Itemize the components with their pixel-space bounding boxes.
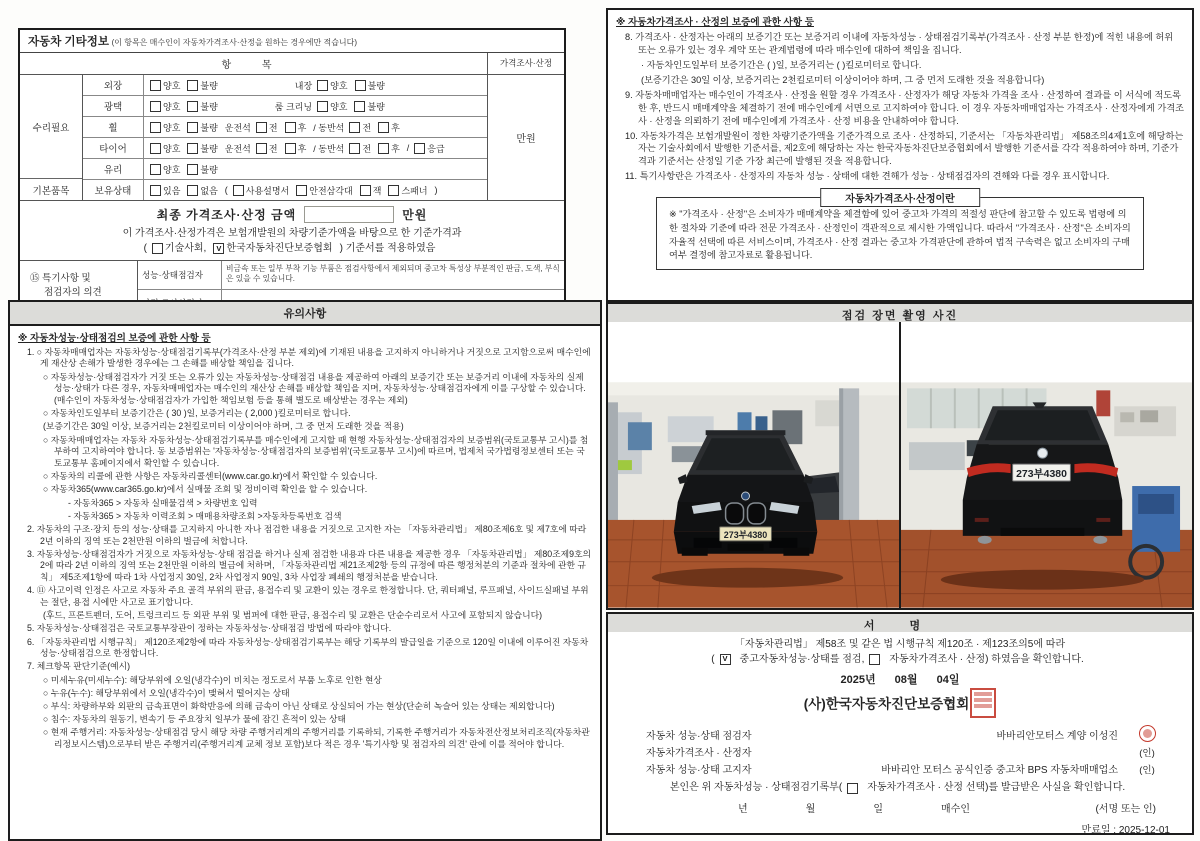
association-stamp — [970, 688, 996, 718]
signature-value: 바바리안모터스 계양 이성진 — [996, 731, 1118, 742]
table-row — [83, 138, 487, 159]
checkbox[interactable] — [150, 142, 180, 155]
definition-box-text: ※ "가격조사 · 산정"은 소비자가 매매계약을 체결함에 있어 중고차 가격의 적절성 판단에 참고할 수 있도록 법령에 의한 절차와 기준에 따라 전문 가격조사 · 산정인이 객관적으로 제시한 가액입니다. 따라서 "가격조사 · 산정"은 소비자의 자율적 선택에 따른 서비스이며, 가격조사 · 산정 결과는 중고차 가격판단에 관하여 법적 구속력은 없고 소비자의 구매여부 결정에 참고자료로 활용됩니다. — [669, 209, 1131, 261]
price-warranty-list — [616, 16, 1184, 183]
signature-row — [618, 726, 1182, 743]
other-info-table — [18, 28, 566, 319]
inspection-photos — [606, 322, 1194, 610]
basic-items-label: 기본품목 — [32, 185, 70, 197]
checkbox[interactable] — [150, 79, 180, 92]
inline-text: 자동차가격조사 · 산정) 하였음을 확인합니다. — [889, 653, 1084, 665]
price-appraisal-definition-box — [656, 194, 1144, 270]
inline-text: ) 기준서를 적용하였음 — [339, 243, 436, 254]
checkbox-label: 안전삼각대 — [309, 185, 353, 196]
checkbox[interactable] — [152, 241, 206, 256]
checkbox-label: 불량 — [367, 101, 385, 112]
inline-text: ( — [711, 653, 715, 665]
other-info-title-note: (이 항목은 매수인이 자동차가격조사·산정을 원하는 경우에만 적습니다) — [111, 38, 358, 47]
row-checkboxes — [144, 117, 487, 137]
checkbox[interactable] — [869, 654, 882, 665]
price-unit-cell — [488, 75, 564, 200]
note-line: ○ 자동차매매업자는 자동차 자동차성능·상태점검기록부를 매수인에게 고지할 때 현행 자동차성능·상태점검자의 보증범위(국토교통부 고시)를 첨부하여 고지하여야 합니다. 동 보증범위는 '자동차성능·상태점검자의 보증범위'(국토교통부 고시)에 따르며, 법제처 국가법령정보센터 또는 국토교통부 홈페이지에서 확인할 수 있습니다. — [43, 434, 589, 468]
signature-role-label: 자동차 성능·상태 고지자 — [646, 765, 752, 776]
photos-header-bar: 점검 장면 촬영 사진 — [606, 302, 1194, 328]
row-checkboxes — [144, 138, 487, 158]
checkbox-label: 전 — [362, 122, 372, 133]
checkbox-label: 불량 — [200, 101, 218, 112]
row-checkboxes — [144, 75, 487, 95]
photo-front-view — [608, 322, 901, 608]
note-line: (보증기간은 30일 이상, 보증거리는 2천킬로미터 이상이어야 하며, 그 중 먼저 도래한 것을 적용) — [43, 421, 404, 432]
checkbox-label: 양호 — [330, 80, 348, 91]
inspector-stamp — [1139, 725, 1156, 742]
row-checkboxes — [144, 96, 487, 116]
checkbox[interactable] — [187, 121, 217, 134]
table-row — [83, 159, 487, 180]
row-label: 휠 — [83, 117, 144, 137]
price-unit-label: 만원 — [516, 134, 536, 145]
checkbox[interactable] — [187, 142, 217, 155]
association-name: (사)한국자동차진단보증협회 — [803, 696, 970, 712]
note-line: ※ 자동차성능·상태점검의 보증에 관한 사항 등 — [18, 332, 211, 344]
front-license-plate — [720, 527, 772, 541]
rear-plate-number: 273부4380 — [1016, 469, 1067, 481]
checkbox-label: 후 — [297, 143, 307, 154]
signature-header-bar: 서 명 — [606, 612, 1194, 638]
final-price-unit: 만원 — [402, 208, 428, 222]
note-line: ○ 자동차성능·상태점검자가 거짓 또는 오류가 있는 자동차성능·상태점검 내용을 제공하여 아래의 보증기간 또는 보증거리 이내에 자동차의 실제 성능·상태가 다른 경우, 자동차매매업자는 매수인의 재산상 손해를 배상할 책임을 지며, 자동차성능·상태점검자에게 이를 구상할 수 있습니다.(매수인이 자동차성능·상태점검자가 가입한 책임보험 등을 통해 별도로 배상받는 경우는 제외) — [43, 371, 586, 405]
final-price-label: 최종 가격조사·산정 금액 — [156, 208, 297, 222]
signature-rows — [618, 726, 1182, 777]
price-column-header: 가격조사·산정 — [499, 58, 553, 68]
row-label: 외장 — [83, 75, 144, 95]
table-row — [83, 75, 487, 96]
buyer-date-line — [618, 796, 1182, 815]
note-line: ※ 자동차가격조사 · 산정의 보증에 관한 사항 등 — [616, 17, 814, 28]
checkbox-label: 불량 — [200, 164, 218, 175]
note-line: 1. ○ 자동차매매업자는 자동차성능·상태점검기록부(가격조사·산정 부분 제외)에 기재된 내용을 고지하지 아니하거나 거짓으로 고지함으로써 매수인에게 재산상 손해가 발생한 경우에는 그 손해를 배상할 책임을 집니다. — [27, 346, 591, 369]
note-line: 9. 자동차매매업자는 매수인이 가격조사 · 산정을 원할 경우 가격조사 · 산정자가 해당 자동차 가격을 조사 · 산정하여 결과를 이 서식에 적도록 한 후, 반드시 매매계약을 체결하기 전에 매수인에게 서면으로 고지하여야 합니다. 이 경우 자동차매매업자는 가격조사 · 산정자에게 가격조사 · 산정을 의뢰하기 전에 매수인에게 가격조사 · 산정 비용을 안내하여야 합니다. — [625, 89, 1185, 126]
checkbox[interactable] — [150, 100, 180, 113]
final-price-input[interactable] — [304, 206, 394, 223]
note-line: ○ 미세누유(미세누수): 해당부위에 오일(냉각수)이 비치는 정도로서 부품 노후로 인한 현상 — [43, 674, 382, 685]
signature-value: 바바리안 모터스 공식인증 중고차 BPS 자동차매매업소 — [881, 765, 1118, 776]
repair-needed-label: 수리필요 — [20, 75, 82, 179]
inline-text: 본인은 위 자동차성능 · 상태점검기록부( — [669, 782, 843, 793]
table-row — [83, 117, 487, 138]
note-line: (보증기간은 30일 이상, 보증거리는 2천킬로미터 이상이어야 하며, 그 중 먼저 도래한 것을 적용합니다) — [641, 75, 1045, 86]
checkbox-label: 있음 — [163, 185, 181, 196]
buyer-label: 매수인 — [941, 803, 970, 815]
inline-text: 운전석 — [224, 143, 251, 154]
note-line: - 자동차365 > 자동차 실매물검색 > 차량번호 입력 — [68, 497, 258, 508]
inline-text: / — [406, 143, 410, 153]
checkbox-label: 전 — [362, 143, 372, 154]
front-plate-number: 273부4380 — [723, 529, 768, 540]
price-basis-line1: 이 가격조사·산정가격은 보험개발원의 차량기준가액을 바탕으로 한 기준가격과 — [122, 228, 462, 239]
checkbox-label: 후 — [391, 122, 400, 133]
table-row — [138, 261, 564, 290]
row-label: 광택 — [83, 96, 144, 116]
checkbox-label: 한국자동차진단보증협회 — [226, 243, 333, 254]
price-basis-line2 — [20, 241, 564, 256]
price-basis-note — [20, 226, 564, 260]
checkbox[interactable] — [378, 142, 400, 155]
signature-row — [618, 760, 1182, 777]
note-line: ○ 자동차의 리콜에 관한 사항은 자동차리콜센터(www.car.go.kr)에서 확인할 수 있습니다. — [43, 471, 378, 482]
note-line: 7. 체크항목 판단기준(예시) — [27, 661, 131, 672]
checkbox[interactable] — [414, 142, 444, 155]
expiry-date: 만료일 : 2025-12-01 — [1081, 824, 1170, 836]
checkbox[interactable] — [285, 142, 307, 155]
checkbox-label: 불량 — [200, 122, 218, 133]
inline-text: ( — [143, 243, 147, 254]
day-label: 일 — [873, 803, 884, 815]
association-name-line — [618, 690, 1182, 720]
items-column-header: 항 목 — [20, 53, 488, 74]
table-row — [83, 180, 487, 200]
repair-rows — [83, 75, 488, 200]
signature-check-line — [618, 653, 1182, 668]
checkbox[interactable] — [388, 184, 427, 197]
checkbox-label: 양호 — [163, 122, 181, 133]
checkbox[interactable] — [847, 783, 860, 794]
note-line: ○ 부식: 차량하부와 외판의 금속표면이 화학반응에 의해 금속이 아닌 상태로 상실되어 가는 현상(단순히 녹슬어 있는 상태는 제외합니다) — [43, 701, 555, 711]
inline-text: ) — [434, 185, 438, 195]
checkbox[interactable] — [355, 79, 385, 92]
checkbox-label: 양호 — [163, 101, 181, 112]
checkbox[interactable] — [317, 100, 347, 113]
row-label: 타이어 — [83, 138, 144, 158]
notes-section — [8, 300, 602, 841]
checkbox-label: 스패너 — [401, 185, 428, 196]
notes-body — [8, 326, 602, 841]
note-line: - 자동차365 > 자동차 이력조회 > 매매용차량조회 >자동차등록번호 검색 — [68, 510, 342, 521]
seal-placeholder: (인) — [1139, 764, 1155, 776]
checkbox-label: 후 — [297, 122, 307, 133]
definition-box-title: 자동차가격조사·산정이란 — [820, 188, 980, 207]
signature-section — [606, 632, 1194, 835]
checkbox-label: 양호 — [163, 143, 181, 154]
checkbox-label: 불량 — [200, 80, 218, 91]
checkbox[interactable] — [187, 100, 217, 113]
checkbox-checked[interactable]: V 한국자동차진단보증협회 — [213, 241, 332, 256]
checkbox-checked[interactable]: V — [720, 654, 733, 665]
notes-header-bar: 유의사항 — [8, 300, 602, 326]
garage-front-photo — [608, 382, 899, 608]
checkbox[interactable] — [150, 121, 180, 134]
inline-text: 자동차가격조사 · 산정 선택)를 발급받은 사실을 확인합니다. — [867, 782, 1126, 793]
buyer-seal-label: (서명 또는 인) — [1095, 803, 1156, 815]
signature-role-label: 자동차 성능·상태 점검자 — [646, 731, 752, 742]
photo-rear-view — [901, 322, 1192, 608]
checkbox[interactable] — [285, 121, 307, 134]
checkbox-label: 불량 — [367, 80, 385, 91]
row-checkboxes — [144, 180, 487, 200]
inline-text: 운전석 — [224, 122, 251, 133]
other-info-header — [20, 30, 564, 53]
checkbox[interactable] — [187, 163, 217, 176]
note-line: 4. ⑪ 사고이력 인정은 사고로 자동차 주요 골격 부위의 판금, 용접수리 및 교환이 있는 경우로 한정합니다. 단, 쿼터패널, 루프패널, 사이드실패널 부위는 절단, 용접 시에만 사고로 표기합니다. — [27, 585, 589, 607]
garage-rear-photo — [901, 382, 1192, 608]
checkbox-label: 기술사회, — [164, 243, 207, 254]
signature-date: 2025년 08월 04일 — [840, 674, 960, 686]
checkbox[interactable] — [378, 121, 400, 134]
note-line: ○ 자동차365(www.car365.go.kr)에서 실매물 조회 및 정비이력 확인을 할 수 있습니다. — [43, 484, 368, 495]
checkbox-label: 전 — [268, 143, 278, 154]
checkbox[interactable] — [256, 142, 278, 155]
note-line: · 자동차인도일부터 보증기간은 ( )일, 보증거리는 ( )킬로미터로 합니다. — [641, 60, 922, 71]
checkbox[interactable] — [233, 184, 289, 197]
checkbox-label: 불량 — [200, 143, 218, 154]
note-line: 11. 특기사항란은 가격조사 · 산정자의 자동차 성능 · 상태에 대한 견해가 성능 · 상태점검자의 견해와 다를 경우 표시합니다. — [625, 171, 1110, 182]
checkbox[interactable] — [150, 184, 180, 197]
inline-text: / 동반석 — [313, 122, 345, 133]
note-line: 2. 자동차의 구조·장치 등의 성능·상태를 고지하지 아니한 자나 점검한 내용을 거짓으로 고지한 자는 「자동차관리법」 제80조제6호 및 제7호에 따라 2년 이하의 징역 또는 2천만원 이하의 벌금에 처합니다. — [27, 523, 587, 546]
note-line: 10. 자동차가격은 보험개발원이 정한 차량기준가액을 기준가격으로 조사 · 산정하되, 기준서는 「자동차관리법」 제58조의4제1호에 해당하는 자는 기술사회에서 발행한 기준서를, 제2호에 해당하는 자는 한국자동차진단보증협회에서 발행한 기준서를 각각 적용하여야 하며, 기준가격과 기준서는 산정일 기준 가장 최근에 발행된 것을 적용합니다. — [625, 130, 1184, 167]
other-info-column-headers — [20, 53, 564, 75]
note-line: 8. 가격조사 · 산정자는 아래의 보증기간 또는 보증거리 이내에 자동차성능 · 상태점검기록부(가격조사 · 산정 부분 한정)에 적힌 내용에 허위 또는 오류가 있는 경우 계약 또는 관계법령에 따라 매수인에 대하여 책임을 집니다. — [625, 32, 1174, 56]
inline-text: / 동반석 — [313, 143, 345, 154]
checkbox[interactable] — [317, 79, 347, 92]
note-line: (후드, 프론트펜더, 도어, 트렁크리드 등 외판 부위 및 범퍼에 대한 판금, 용접수리 및 교환은 단순수리로서 사고에 포함되지 않습니다) — [43, 610, 543, 621]
row-checkboxes — [144, 159, 487, 179]
checkbox[interactable] — [354, 100, 384, 113]
remarks-number: ⑮ — [30, 273, 40, 284]
note-line: ○ 자동차인도일부터 보증기간은 ( 30 )일, 보증거리는 ( 2,000 )킬로미터로 합니다. — [43, 408, 351, 419]
checkbox-label: 양호 — [163, 164, 181, 175]
month-label: 월 — [805, 803, 816, 815]
note-line: ○ 누유(누수): 해당부위에서 오일(냉각수)이 맺혀서 떨어지는 상태 — [43, 687, 290, 698]
inline-text: 룸 크리닝 — [274, 101, 313, 112]
note-line: 5. 자동차성능·상태점검은 국토교통부장관이 정하는 자동차성능·상태점검 방법에 따라야 합니다. — [27, 623, 392, 634]
checkbox-label: 없음 — [200, 185, 218, 196]
checkbox[interactable] — [296, 184, 352, 197]
signature-row — [618, 743, 1182, 760]
note-line: ○ 침수: 자동차의 원동기, 변속기 등 주요장치 일부가 물에 잠긴 흔적이 있는 상태 — [43, 714, 346, 725]
checkbox-label: 전 — [268, 122, 278, 133]
checkbox-label: 후 — [391, 143, 400, 154]
remarks-label: ⑮ 특기사항 및 점검자의 의견 — [20, 261, 138, 317]
year-label: 년 — [738, 803, 748, 815]
checkbox[interactable] — [349, 121, 371, 134]
checkbox-label: 양호 — [330, 101, 348, 112]
final-price-row — [20, 201, 564, 226]
inline-text: ( — [224, 185, 228, 195]
seal-cell — [1126, 725, 1168, 745]
checkbox[interactable] — [349, 142, 371, 155]
signature-role-label: 자동차가격조사 · 산정자 — [646, 748, 752, 759]
checkbox-label: 잭 — [372, 185, 382, 196]
note-line: 3. 자동차성능·상태점검자가 거짓으로 자동차성능·상태 점검을 하거나 실제 점검한 내용과 다른 내용을 제공한 경우 「자동차관리법」 제80조제9호의2에 따라 2년 이하의 징역 또는 2천만원 이하의 벌금에 처하며, 「자동차관리법 제21조제2항 등의 규정에 따른 행정처분의 기준과 절차에 관한 규칙」 제5조제1항에 따라 1차 사업정지 30일, 2차 사업정지 90일, 3차 사업장 폐쇄의 행정처분을 받습니다. — [27, 548, 592, 583]
inline-text: 중고자동차성능·상태를 점검, — [739, 653, 865, 665]
row-label: 유리 — [83, 159, 144, 179]
inline-text: 내장 — [294, 80, 313, 91]
table-row — [83, 96, 487, 117]
note-line: 6. 「자동차관리법 시행규칙」 제120조제2항에 따라 자동차성능·상태점검기록부는 해당 기록부의 발급일을 기준으로 120일 이내에 이루어진 자동차 성능·상태점검으로 한정합니다. — [27, 636, 589, 659]
checkbox-label: 응급 — [427, 143, 445, 154]
seal-placeholder: (인) — [1139, 747, 1155, 759]
checkbox[interactable] — [187, 184, 217, 197]
inspector-opinion-label: 성능·상태점검자 — [138, 261, 222, 289]
checkbox[interactable] — [187, 79, 217, 92]
buyer-confirm-line — [618, 781, 1182, 796]
rear-license-plate — [1013, 464, 1071, 481]
checkbox[interactable] — [360, 184, 382, 197]
checkbox-label: 양호 — [163, 80, 181, 91]
checkbox[interactable] — [150, 163, 180, 176]
signature-law-line: 「자동차관리법」 제58조 및 같은 법 시행규칙 제120조 · 제123조의5에 따라 — [734, 639, 1066, 650]
row-label: 보유상태 — [83, 180, 144, 200]
inspector-opinion-text: 비금속 또는 일부 부착 기능 부품은 점검사항에서 제외되며 중고차 특성상 부분적인 판금, 도색, 부식은 있을 수 있습니다. — [226, 264, 560, 284]
price-warranty-section — [606, 8, 1194, 302]
note-line: ○ 현재 주행거리: 자동차성능·상태점검 당시 해당 차량 주행거리계의 주행거리를 기록하되, 기록한 주행거리가 자동차전산정보처리조직(자동차관리정보시스템)으로부터 받은 주행거리(주행거리계 교체 정보 포함)보다 적은 경우 '특기사항 및 점검자의 의견' 란에 이를 적어야 합니다. — [43, 727, 590, 750]
checkbox-label: 사용설명서 — [245, 185, 290, 196]
other-info-title: 자동차 기타정보 — [28, 36, 109, 48]
checkbox[interactable] — [256, 121, 278, 134]
